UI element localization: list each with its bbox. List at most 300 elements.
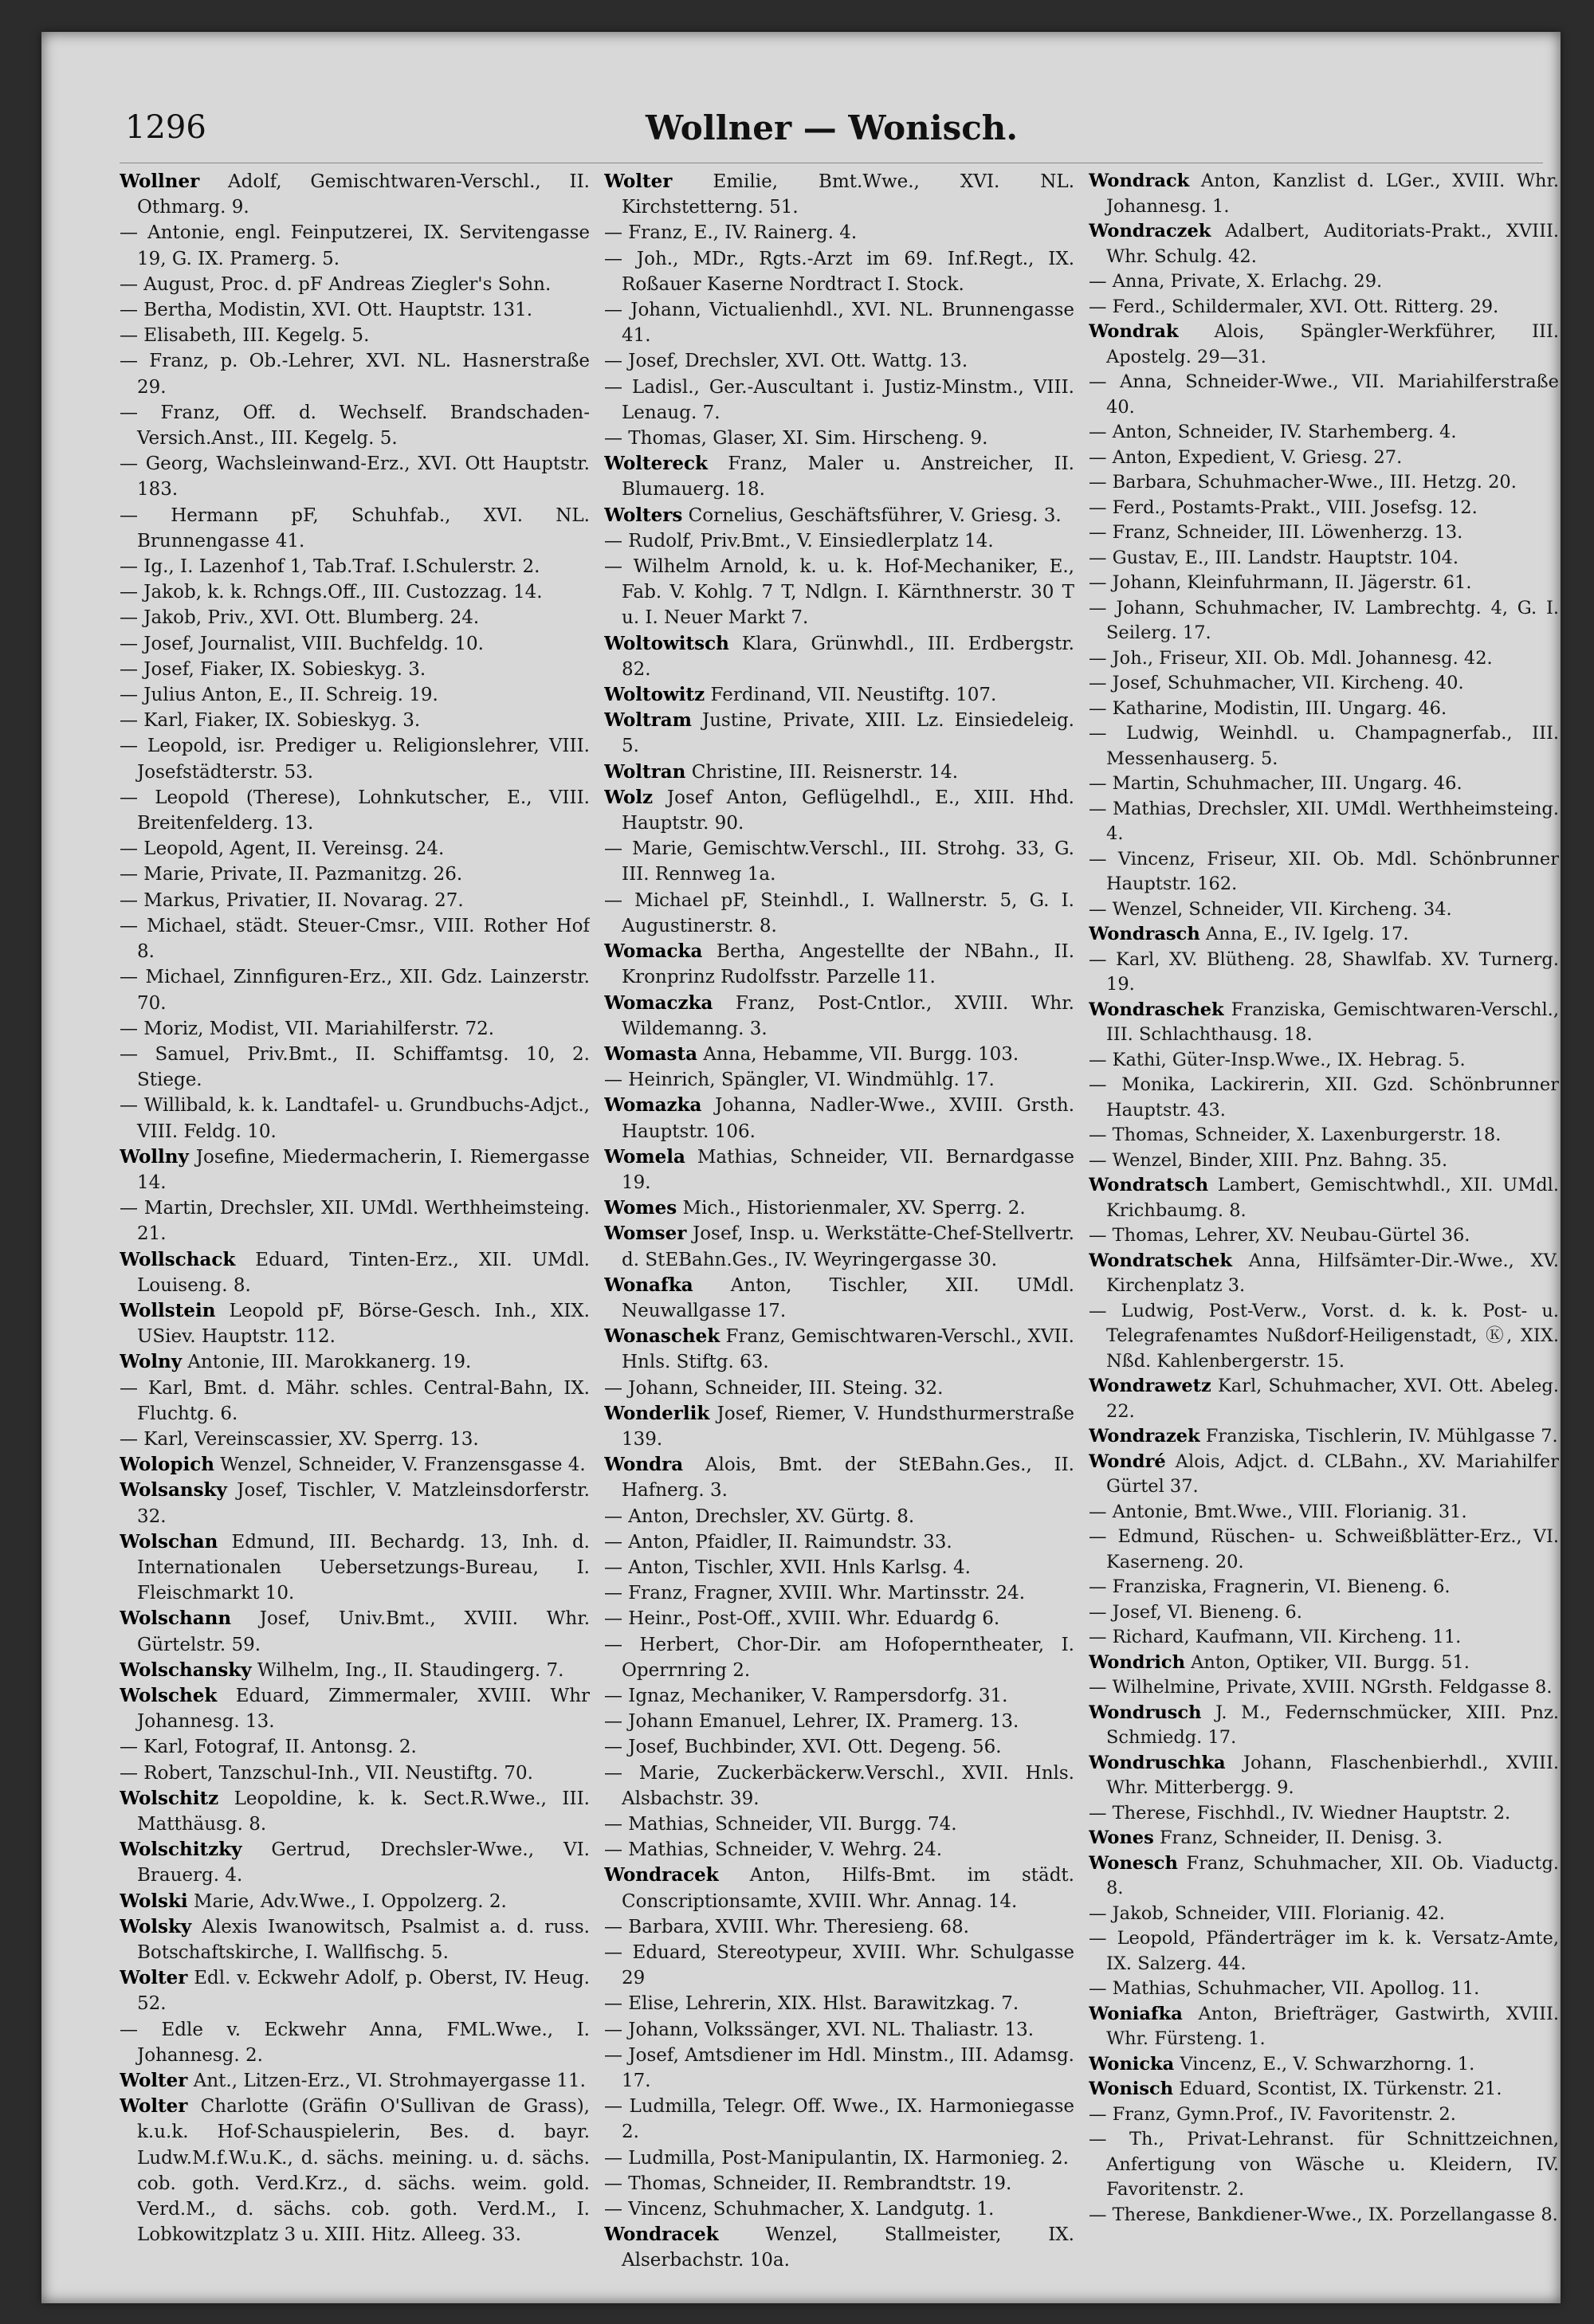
entry-surname: Wondraczek xyxy=(1089,221,1211,241)
entry-surname: Wollner xyxy=(120,171,200,192)
page-number: 1296 xyxy=(125,109,206,146)
directory-entry xyxy=(1089,520,1559,546)
directory-entry xyxy=(1089,671,1559,697)
entry-text: Vincenz, E., V. Schwarzhorng. 1. xyxy=(1174,2053,1475,2075)
directory-entry xyxy=(604,2171,1074,2196)
directory-entry xyxy=(120,708,590,733)
entry-text: — Wilhelmine, Private, XVIII. NGrsth. Feldgasse 8. xyxy=(1089,1677,1553,1698)
entry-text: Cornelius, Geschäftsführer, V. Griesg. 3. xyxy=(682,504,1062,526)
entry-text: Justine, Private, XIII. Lz. Einsiedeleig. 5. xyxy=(622,710,1074,757)
entry-text: Franziska, Tischlerin, IV. Mühlgasse 7. xyxy=(1199,1426,1558,1447)
directory-entry xyxy=(1089,721,1559,771)
entry-text: Edl. v. Eckwehr Adolf, p. Oberst, IV. Heug. 52. xyxy=(137,1968,590,2015)
entry-text: Antonie, III. Marokkanerg. 19. xyxy=(182,1352,472,1373)
directory-entry xyxy=(1089,370,1559,420)
entry-text: Franz, Gemischtwaren-Verschl., XVII. Hnls. Stiftg. 63. xyxy=(622,1326,1074,1373)
directory-entry xyxy=(120,220,590,271)
directory-entry xyxy=(604,1376,1074,1401)
entry-text: — Rudolf, Priv.Bmt., V. Einsiedlerplatz 14. xyxy=(604,530,994,552)
entry-text: — Leopold, isr. Prediger u. Religionslehrer, VIII. Josefstädterstr. 53. xyxy=(120,736,590,783)
entry-text: — Georg, Wachsleinwand-Erz., XVI. Ott Hauptstr. 183. xyxy=(120,453,590,501)
directory-entry xyxy=(120,1452,590,1478)
entry-text: — Heinr., Post-Off., XVIII. Whr. Eduardg 6. xyxy=(604,1608,1000,1630)
entry-text: — Ig., I. Lazenhof 1, Tab.Traf. I.Schulerstr. 2. xyxy=(120,556,540,578)
directory-entry xyxy=(120,554,590,579)
directory-entry xyxy=(1089,998,1559,1048)
directory-entry xyxy=(604,760,1074,785)
entry-text: — Thomas, Glaser, XI. Sim. Hirscheng. 9. xyxy=(604,428,988,449)
entry-surname: Wonaschek xyxy=(604,1325,720,1348)
entry-text: — Marie, Zuckerbäckerw.Verschl., XVII. Hnls. Alsbachstr. 39. xyxy=(604,1762,1074,1809)
entry-text: — Anton, Expedient, V. Griesg. 27. xyxy=(1089,446,1403,468)
entry-text: — Edle v. Eckwehr Anna, FML.Wwe., I. Johannesg. 2. xyxy=(120,2019,590,2066)
entry-text: — Josef, VI. Bieneng. 6. xyxy=(1089,1601,1302,1623)
entry-surname: Wondra xyxy=(604,1454,684,1476)
directory-entry xyxy=(1089,1073,1559,1123)
entry-surname: Wolschann xyxy=(120,1608,232,1630)
entry-text: — Anton, Pfaidler, II. Raimundstr. 33. xyxy=(604,1531,952,1553)
entry-text: Franziska, Gemischtwaren-Verschl., III. Schlachthausg. 18. xyxy=(1106,999,1559,1045)
entry-text: — Therese, Bankdiener-Wwe., IX. Porzellangasse 8. xyxy=(1089,2204,1558,2225)
directory-entry xyxy=(120,605,590,630)
directory-entry xyxy=(1089,269,1559,295)
directory-entry xyxy=(120,682,590,708)
entry-text: Alexis Iwanowitsch, Psalmist a. d. russ. Botschaftskirche, I. Wallfischg. 5. xyxy=(137,1916,590,1964)
directory-entry xyxy=(120,1298,590,1349)
directory-entry xyxy=(604,1529,1074,1555)
entry-surname: Wolsansky xyxy=(120,1479,227,1502)
directory-entry xyxy=(604,1144,1074,1195)
entry-text: Alois, Spängler-Werkführer, III. Apostelg. 29—31. xyxy=(1106,321,1559,367)
entry-text: — Franz, Fragner, XVIII. Whr. Martinsstr. 24. xyxy=(604,1583,1026,1604)
entry-text: — Johann, Victualienhdl., XVI. NL. Brunnengasse 41. xyxy=(604,300,1074,347)
entry-text: Christine, III. Reisnerstr. 14. xyxy=(685,761,959,783)
directory-entry xyxy=(120,297,590,323)
entry-surname: Wolschansky xyxy=(120,1659,252,1681)
entry-text: Ferdinand, VII. Neustiftg. 107. xyxy=(705,685,997,706)
directory-entry xyxy=(120,1606,590,1657)
entry-text: Charlotte (Gräfin O'Sullivan de Grass), k.u.k. Hof-Schauspielerin, Bes. d. bayr. Ludw.M.f.W.u.K., d. sächs. meining. u. d. sächs. cob. goth. Verd.Krz., d. sächs. weim. gold. Verd.M., d. sächs. cob. goth. Verd.M., I. Lobkowitzplatz 3 u. XIII. Hitz. Alleeg. 33. xyxy=(137,2096,590,2246)
entry-text: Anton, Optiker, VII. Burgg. 51. xyxy=(1185,1651,1470,1673)
entry-text: — Franz, Schneider, III. Löwenherzg. 13. xyxy=(1089,522,1463,543)
directory-entry xyxy=(1089,2203,1559,2228)
entry-surname: Wonesch xyxy=(1089,1852,1178,1874)
directory-entry xyxy=(1089,797,1559,847)
directory-entry xyxy=(604,1940,1074,1991)
directory-entry xyxy=(604,451,1074,502)
entry-text: — Thomas, Schneider, X. Laxenburgerstr. 18. xyxy=(1089,1125,1502,1145)
directory-entry xyxy=(1089,1600,1559,1626)
entry-surname: Wondracek xyxy=(604,1864,719,1886)
entry-text: — Karl, Vereinscassier, XV. Sperrg. 13. xyxy=(120,1428,479,1450)
directory-entry xyxy=(604,631,1074,682)
directory-entry xyxy=(1089,948,1559,998)
entry-surname: Wollschack xyxy=(120,1248,236,1270)
directory-entry xyxy=(604,1401,1074,1452)
directory-entry xyxy=(1089,596,1559,646)
entry-text: — Moriz, Modist, VII. Mariahilferstr. 72. xyxy=(120,1018,495,1039)
entry-text: — Samuel, Priv.Bmt., II. Schiffamtsg. 10, 2. Stiege. xyxy=(120,1043,590,1091)
entry-surname: Wondracek xyxy=(604,2224,719,2246)
entry-text: Wenzel, Schneider, V. Franzensgasse 4. xyxy=(214,1454,586,1476)
entry-text: — Bertha, Modistin, XVI. Ott. Hauptstr. 131. xyxy=(120,300,533,321)
entry-surname: Wolny xyxy=(120,1351,183,1373)
entry-text: — Josef, Amtsdiener im Hdl. Minstm., III. Adamsg. 17. xyxy=(604,2044,1074,2092)
entry-text: Adalbert, Auditoriats-Prakt., XVIII. Whr. Schulg. 42. xyxy=(1106,221,1559,267)
entry-text: — Willibald, k. k. Landtafel- u. Grundbuchs-Adjct., VIII. Feldg. 10. xyxy=(120,1095,590,1142)
directory-entry xyxy=(604,2043,1074,2094)
entry-surname: Wolter xyxy=(120,2095,188,2118)
directory-entry xyxy=(1089,922,1559,948)
entry-text: — Franz, Gymn.Prof., IV. Favoritenstr. 2. xyxy=(1089,2103,1456,2125)
directory-entry xyxy=(1089,2127,1559,2203)
entry-text: — Katharine, Modistin, III. Ungarg. 46. xyxy=(1089,697,1447,719)
entry-text: Ant., Litzen-Erz., VI. Strohmayergasse 11. xyxy=(187,2071,586,2092)
entry-surname: Wondrawetz xyxy=(1089,1376,1211,1396)
entry-text: — Mathias, Schneider, V. Wehrg. 24. xyxy=(604,1839,943,1861)
directory-entry xyxy=(604,348,1074,374)
entry-text: Anton, Tischler, XII. UMdl. Neuwallgasse 17. xyxy=(622,1274,1074,1321)
entry-text: — Eduard, Stereotypeur, XVIII. Whr. Schulgasse 29 xyxy=(604,1942,1074,1989)
directory-entry xyxy=(604,1452,1074,1503)
directory-entry xyxy=(120,1683,590,1734)
entry-text: Josef, Tischler, V. Matzleinsdorferstr. 32. xyxy=(137,1480,590,1527)
directory-entry xyxy=(120,657,590,682)
directory-entry xyxy=(120,1658,590,1683)
entry-surname: Womazka xyxy=(604,1094,702,1117)
entry-text: — Wilhelm Arnold, k. u. k. Hof-Mechaniker, E., Fab. V. Kohlg. 7 T, Ndlgn. I. Kärnthnerstr. 30 T u. I. Neuer Markt 7. xyxy=(604,556,1074,629)
entry-text: — Anna, Schneider-Wwe., VII. Mariahilferstraße 40. xyxy=(1089,371,1559,418)
directory-entry xyxy=(1089,1977,1559,2002)
directory-entry xyxy=(604,785,1074,836)
directory-entry xyxy=(604,246,1074,297)
entry-text: — Ludwig, Weinhdl. u. Champagnerfab., III. Messenhauserg. 5. xyxy=(1089,723,1559,769)
entry-text: — Johann, Kleinfuhrmann, II. Jägerstr. 61. xyxy=(1089,572,1472,593)
entry-text: — Karl, Bmt. d. Mähr. schles. Central-Bahn, IX. Fluchtg. 6. xyxy=(120,1377,590,1424)
entry-text: Emilie, Bmt.Wwe., XVI. NL. Kirchstetterng. 51. xyxy=(622,171,1074,218)
entry-text: — Therese, Fischhdl., IV. Wiedner Hauptstr. 2. xyxy=(1089,1802,1511,1823)
directory-entry xyxy=(604,1504,1074,1529)
entry-text: — Josef, Journalist, VIII. Buchfeldg. 10. xyxy=(120,633,484,654)
entry-surname: Wolter xyxy=(120,2070,188,2092)
entry-text: Marie, Adv.Wwe., I. Oppolzerg. 2. xyxy=(187,1890,507,1912)
entry-text: Wenzel, Stallmeister, IX. Alserbachstr. 10a. xyxy=(622,2224,1074,2271)
entry-text: Karl, Schuhmacher, XVI. Ott. Abeleg. 22. xyxy=(1106,1376,1559,1422)
entry-text: Alois, Adjct. d. CLBahn., XV. Mariahilfer Gürtel 37. xyxy=(1106,1451,1559,1497)
entry-surname: Wonicka xyxy=(1089,2053,1175,2075)
directory-entry xyxy=(120,1042,590,1093)
directory-entry xyxy=(120,1529,590,1607)
entry-text: Edmund, III. Bechardg. 13, Inh. d. Internationalen Uebersetzungs-Bureau, I. Fleischmarkt 10. xyxy=(137,1531,590,1604)
directory-entry xyxy=(120,2017,590,2068)
directory-entry xyxy=(604,1606,1074,1631)
entry-text: Josef Anton, Geflügelhdl., E., XIII. Hhd. Hauptstr. 90. xyxy=(622,787,1074,834)
directory-entry xyxy=(1089,1048,1559,1074)
entry-text: — Elise, Lehrerin, XIX. Hlst. Barawitzkag. 7. xyxy=(604,1993,1019,2015)
directory-entry xyxy=(1089,897,1559,923)
directory-entry xyxy=(120,1965,590,2016)
entry-text: — Ludmilla, Post-Manipulantin, IX. Harmonieg. 2. xyxy=(604,2147,1069,2169)
directory-entry xyxy=(120,348,590,399)
entry-text: — Barbara, XVIII. Whr. Theresieng. 68. xyxy=(604,1916,969,1937)
entry-text: Anton, Briefträger, Gastwirth, XVIII. Whr. Fürsteng. 1. xyxy=(1106,2003,1559,2049)
directory-entry xyxy=(1089,2052,1559,2078)
directory-entry xyxy=(120,1427,590,1452)
directory-entry xyxy=(1089,1299,1559,1375)
entry-text: — Franziska, Fragnerin, VI. Bieneng. 6. xyxy=(1089,1576,1451,1597)
entry-surname: Wondré xyxy=(1089,1451,1166,1472)
entry-text: — Wenzel, Binder, XIII. Pnz. Bahng. 35. xyxy=(1089,1149,1448,1171)
directory-entry xyxy=(604,2094,1074,2145)
directory-entry xyxy=(604,1067,1074,1093)
directory-entry xyxy=(120,1734,590,1760)
entry-text: Gertrud, Drechsler-Wwe., VI. Brauerg. 4. xyxy=(137,1839,590,1886)
directory-entry xyxy=(120,272,590,297)
directory-entry xyxy=(1089,1525,1559,1575)
directory-entry xyxy=(1089,546,1559,571)
entry-surname: Wolschek xyxy=(120,1684,218,1706)
directory-entry xyxy=(120,1016,590,1042)
directory-entry xyxy=(1089,1926,1559,1977)
entry-text: Bertha, Angestellte der NBahn., II. Kronprinz Rudolfsstr. Parzelle 11. xyxy=(622,941,1074,988)
entry-text: — Elisabeth, III. Kegelg. 5. xyxy=(120,325,370,347)
entry-text: — Mathias, Schuhmacher, VII. Apollog. 11. xyxy=(1089,1978,1480,1999)
entry-text: — Markus, Privatier, II. Novarag. 27. xyxy=(120,889,464,911)
directory-entry xyxy=(604,682,1074,708)
entry-text: Franz, Schneider, II. Denisg. 3. xyxy=(1153,1827,1443,1848)
directory-entry xyxy=(604,220,1074,245)
entry-text: Eduard, Scontist, IX. Türkenstr. 21. xyxy=(1173,2079,1502,2099)
directory-entry xyxy=(604,2145,1074,2171)
directory-entry xyxy=(1089,1123,1559,1148)
directory-entry xyxy=(604,1863,1074,1914)
directory-entry xyxy=(120,579,590,605)
directory-entry xyxy=(120,1144,590,1195)
entry-text: — Michael, Zinnfiguren-Erz., XII. Gdz. Lainzerstr. 70. xyxy=(120,967,590,1014)
directory-entry xyxy=(120,1786,590,1837)
directory-entry xyxy=(604,169,1074,220)
directory-entry xyxy=(1089,1450,1559,1500)
directory-entry xyxy=(1089,1173,1559,1223)
entry-text: — Jakob, k. k. Rchngs.Off., III. Custozzag. 14. xyxy=(120,582,543,603)
entry-text: — Edmund, Rüschen- u. Schweißblätter-Erz., VI. Kaserneng. 20. xyxy=(1089,1526,1559,1572)
directory-entry xyxy=(1089,1651,1559,1676)
entry-surname: Wolschitz xyxy=(120,1787,219,1809)
entry-surname: Wonafka xyxy=(604,1274,693,1296)
entry-text: — Johann, Schneider, III. Steing. 32. xyxy=(604,1377,944,1399)
entry-text: Leopold pF, Börse-Gesch. Inh., XIX. USiev. Hauptstr. 112. xyxy=(137,1300,590,1348)
entry-text: Anna, E., IV. Igelg. 17. xyxy=(1199,924,1409,944)
columns-container xyxy=(120,169,1559,2279)
entry-text: — Ladisl., Ger.-Auscultant i. Justiz-Minstm., VIII. Lenaug. 7. xyxy=(604,376,1074,423)
entry-surname: Womes xyxy=(604,1197,677,1219)
directory-entry xyxy=(1089,295,1559,320)
running-head: Wollner — Wonisch. xyxy=(646,108,1018,147)
directory-entry xyxy=(120,836,590,862)
entry-text: — Josef, Buchbinder, XVI. Ott. Degeng. 56. xyxy=(604,1737,1002,1758)
entry-text: — Karl, Fiaker, IX. Sobieskyg. 3. xyxy=(120,710,421,732)
entry-text: Klara, Grünwhdl., III. Erdbergstr. 82. xyxy=(622,633,1074,680)
directory-entry xyxy=(120,503,590,554)
directory-entry xyxy=(1089,1575,1559,1600)
entry-text: — Ferd., Postamts-Prakt., VIII. Josefsg. 12. xyxy=(1089,497,1478,518)
entry-text: — Antonie, engl. Feinputzerei, IX. Servitengasse 19, G. IX. Pramerg. 5. xyxy=(120,222,590,269)
entry-text: Leopoldine, k. k. Sect.R.Wwe., III. Matthäusg. 8. xyxy=(137,1788,590,1835)
directory-entry xyxy=(604,1273,1074,1324)
entry-text: — Vincenz, Schuhmacher, X. Landgutg. 1. xyxy=(604,2199,995,2220)
entry-text: — Mathias, Drechsler, XII. UMdl. Werthheimsteing. 4. xyxy=(1089,798,1559,844)
directory-entry xyxy=(604,1221,1074,1272)
column-1 xyxy=(120,169,590,2279)
entry-text: — Monika, Lackirerin, XII. Gzd. Schönbrunner Hauptstr. 43. xyxy=(1089,1074,1559,1121)
entry-text: — Thomas, Schneider, II. Rembrandtstr. 19. xyxy=(604,2173,1012,2194)
directory-entry xyxy=(120,964,590,1015)
entry-text: Josef, Riemer, V. Hundsthurmerstraße 139. xyxy=(622,1403,1074,1450)
directory-entry xyxy=(120,1761,590,1786)
directory-entry xyxy=(120,913,590,964)
entry-surname: Wondraschek xyxy=(1089,999,1224,1020)
entry-surname: Wolsky xyxy=(120,1915,192,1937)
entry-surname: Wondrusch xyxy=(1089,1702,1202,1723)
entry-surname: Woltowitz xyxy=(604,684,705,706)
directory-entry xyxy=(604,1837,1074,1863)
entry-surname: Woltran xyxy=(604,760,686,783)
entry-surname: Wondruschka xyxy=(1089,1752,1226,1773)
directory-entry xyxy=(604,375,1074,426)
entry-text: — Gustav, E., III. Landstr. Hauptstr. 104. xyxy=(1089,547,1459,568)
directory-entry xyxy=(604,1195,1074,1221)
directory-entry xyxy=(1089,1625,1559,1651)
entry-text: — Wenzel, Schneider, VII. Kircheng. 34. xyxy=(1089,898,1452,920)
entry-text: Johann, Flaschenbierhdl., XVIII. Whr. Mitterbergg. 9. xyxy=(1106,1752,1559,1798)
entry-text: — Johann, Schuhmacher, IV. Lambrechtg. 4, G. I. Seilerg. 17. xyxy=(1089,597,1559,643)
directory-entry xyxy=(1089,2002,1559,2052)
entry-surname: Wondrak xyxy=(1089,321,1179,342)
directory-entry xyxy=(1089,2102,1559,2128)
entry-text: — Josef, Schuhmacher, VII. Kircheng. 40. xyxy=(1089,673,1464,693)
entry-text: — Joh., Friseur, XII. Ob. Mdl. Johannesg. 42. xyxy=(1089,647,1493,669)
directory-entry xyxy=(120,631,590,657)
entry-text: — Johann Emanuel, Lehrer, IX. Pramerg. 13. xyxy=(604,1711,1019,1733)
directory-entry xyxy=(604,1042,1074,1067)
directory-entry xyxy=(1089,1249,1559,1299)
entry-text: — Michael, städt. Steuer-Cmsr., VIII. Rother Hof 8. xyxy=(120,915,590,963)
entry-text: Josef, Insp. u. Werkstätte-Chef-Stellvertr. d. StEBahn.Ges., IV. Weyringergasse 30. xyxy=(622,1223,1074,1270)
entry-text: Wilhelm, Ing., II. Staudingerg. 7. xyxy=(251,1659,564,1681)
directory-entry xyxy=(604,1324,1074,1375)
entry-text: — Thomas, Lehrer, XV. Neubau-Gürtel 36. xyxy=(1089,1225,1470,1246)
directory-entry xyxy=(1089,1424,1559,1450)
directory-entry xyxy=(120,400,590,451)
directory-entry xyxy=(604,528,1074,554)
directory-entry xyxy=(604,1580,1074,1606)
directory-entry xyxy=(1089,2077,1559,2102)
entry-text: — Vincenz, Friseur, XII. Ob. Mdl. Schönbrunner Hauptstr. 162. xyxy=(1089,848,1559,894)
entry-surname: Wolter xyxy=(120,1967,188,1989)
entry-text: — Ludwig, Post-Verw., Vorst. d. k. k. Post- u. Telegrafenamtes Nußdorf-Heiligenstadt, Ⓚ, XIX. Nßd. Kahlenbergerstr. 15. xyxy=(1089,1300,1559,1372)
entry-surname: Womaczka xyxy=(604,991,713,1014)
entry-text: Eduard, Tinten-Erz., XII. UMdl. Louiseng. 8. xyxy=(137,1249,590,1296)
directory-entry xyxy=(604,554,1074,631)
column-3 xyxy=(1089,169,1559,2279)
entry-surname: Wolters xyxy=(604,504,683,526)
directory-entry xyxy=(604,1812,1074,1837)
directory-entry xyxy=(604,1093,1074,1144)
entry-text: Anton, Kanzlist d. LGer., XVIII. Whr. Johannesg. 1. xyxy=(1106,171,1559,217)
column-2 xyxy=(604,169,1074,2279)
entry-text: Josefine, Miedermacherin, I. Riemergasse 14. xyxy=(137,1146,590,1193)
directory-entry xyxy=(120,2068,590,2094)
directory-entry xyxy=(1089,1851,1559,1902)
entry-text: Mathias, Schneider, VII. Bernardgasse 19. xyxy=(622,1146,1074,1193)
entry-text: Franz, Post-Cntlor., XVIII. Whr. Wildemanng. 3. xyxy=(622,992,1074,1039)
entry-surname: Wolschan xyxy=(120,1530,218,1553)
entry-text: Josef, Univ.Bmt., XVIII. Whr. Gürtelstr. 59. xyxy=(137,1608,590,1655)
directory-entry xyxy=(1089,446,1559,471)
entry-text: — Leopold, Pfänderträger im k. k. Versatz-Amte, IX. Salzerg. 44. xyxy=(1089,1928,1559,1974)
entry-text: Lambert, Gemischtwhdl., XII. UMdl. Krichbaumg. 8. xyxy=(1106,1175,1559,1221)
directory-entry xyxy=(120,862,590,887)
directory-entry xyxy=(120,1247,590,1298)
entry-text: — Anton, Drechsler, XV. Gürtg. 8. xyxy=(604,1505,915,1527)
entry-surname: Wondratschek xyxy=(1089,1250,1232,1271)
directory-entry xyxy=(604,1761,1074,1812)
entry-text: — Franz, Off. d. Wechself. Brandschaden-Versich.Anst., III. Kegelg. 5. xyxy=(120,402,590,449)
entry-surname: Womacka xyxy=(604,940,703,963)
directory-entry xyxy=(604,1709,1074,1734)
directory-entry xyxy=(1089,571,1559,596)
entry-text: — Martin, Schuhmacher, III. Ungarg. 46. xyxy=(1089,773,1462,794)
entry-text: Alois, Bmt. der StEBahn.Ges., II. Hafnerg. 3. xyxy=(622,1454,1074,1502)
entry-text: — Josef, Drechsler, XVI. Ott. Wattg. 13. xyxy=(604,351,968,372)
entry-text: Anna, Hebamme, VII. Burgg. 103. xyxy=(697,1043,1019,1065)
entry-surname: Womela xyxy=(604,1145,685,1168)
entry-text: — Anna, Private, X. Erlachg. 29. xyxy=(1089,271,1383,292)
directory-entry xyxy=(120,1349,590,1375)
entry-text: — Anton, Schneider, IV. Starhemberg. 4. xyxy=(1089,422,1457,442)
entry-surname: Wones xyxy=(1089,1827,1154,1848)
entry-surname: Wolopich xyxy=(120,1454,214,1476)
entry-surname: Wondrasch xyxy=(1089,924,1200,944)
entry-text: — Antonie, Bmt.Wwe., VIII. Florianig. 31. xyxy=(1089,1501,1467,1522)
entry-text: Adolf, Gemischtwaren-Verschl., II. Othmarg. 9. xyxy=(137,171,590,218)
entry-surname: Wollstein xyxy=(120,1299,216,1321)
directory-entry xyxy=(120,1837,590,1888)
entry-text: — Herbert, Chor-Dir. am Hofoperntheater, I. Operrnring 2. xyxy=(604,1634,1074,1681)
entry-surname: Wollny xyxy=(120,1145,189,1168)
entry-text: — Martin, Drechsler, XII. UMdl. Werthheimsteing. 21. xyxy=(120,1198,590,1245)
entry-text: Franz, Maler u. Anstreicher, II. Blumauerg. 18. xyxy=(622,453,1074,501)
directory-entry xyxy=(604,2222,1074,2273)
entry-text: — August, Proc. d. pF Andreas Ziegler's Sohn. xyxy=(120,273,552,295)
entry-text: — Johann, Volkssänger, XVI. NL. Thaliastr. 13. xyxy=(604,2019,1035,2040)
directory-entry xyxy=(1089,420,1559,446)
directory-entry xyxy=(1089,646,1559,672)
entry-surname: Wolz xyxy=(604,786,654,808)
entry-surname: Wondrich xyxy=(1089,1651,1185,1673)
entry-text: — Karl, Fotograf, II. Antonsg. 2. xyxy=(120,1737,417,1758)
entry-text: — Marie, Private, II. Pazmanitzg. 26. xyxy=(120,864,463,885)
entry-text: — Josef, Fiaker, IX. Sobieskyg. 3. xyxy=(120,658,426,680)
page-header xyxy=(125,100,1538,155)
directory-entry xyxy=(1089,1675,1559,1701)
entry-text: — Ludmilla, Telegr. Off. Wwe., IX. Harmoniegasse 2. xyxy=(604,2096,1074,2143)
directory-entry xyxy=(1089,1374,1559,1424)
directory-entry xyxy=(604,1683,1074,1709)
entry-text: — Jakob, Schneider, VIII. Florianig. 42. xyxy=(1089,1902,1445,1924)
directory-entry xyxy=(120,1093,590,1144)
entry-surname: Wondrack xyxy=(1089,171,1190,191)
